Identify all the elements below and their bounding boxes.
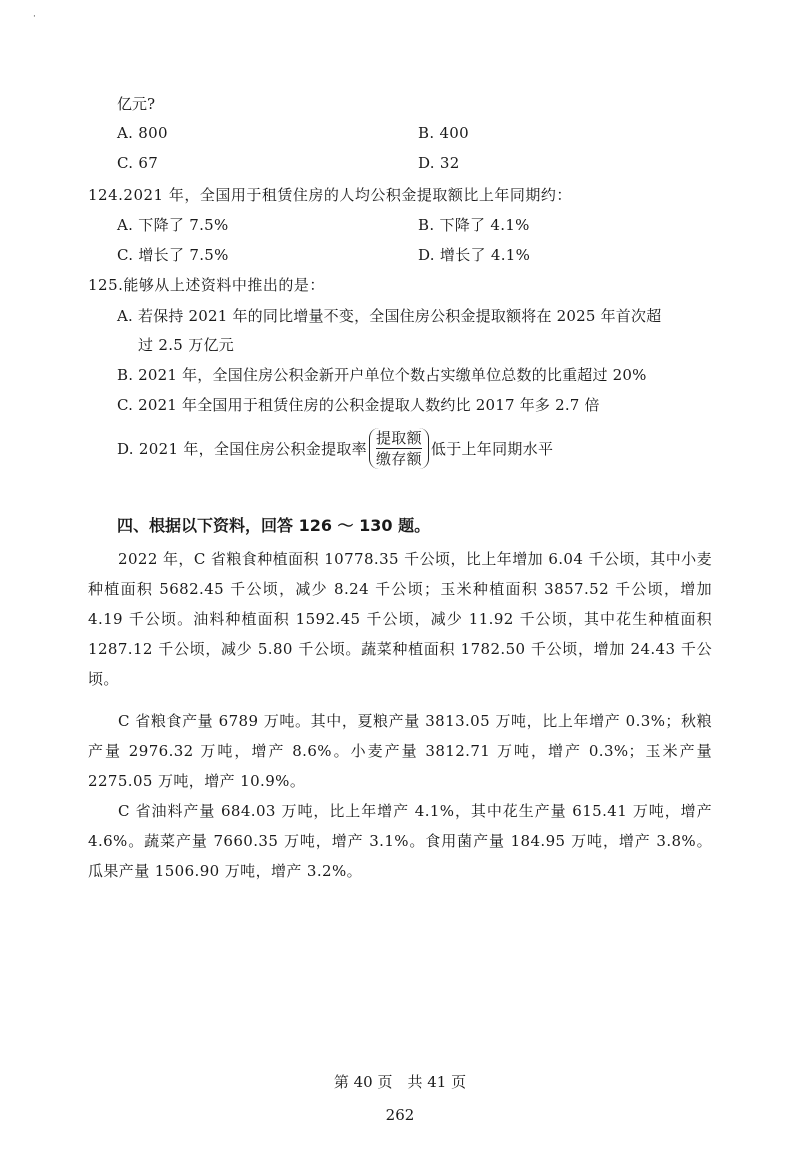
q125-option-d (117, 428, 553, 469)
q125-option-a-line1: A. 若保持 2021 年的同比增量不变，全国住房公积金提取额将在 2025 年首次超 (117, 307, 662, 325)
page-number: 262 (385, 1106, 415, 1124)
extraction-rate-fraction (369, 428, 429, 469)
q125-option-d-prefix: D. 2021 年，全国住房公积金提取率 (117, 440, 367, 458)
q125-option-c: C. 2021 年全国用于租赁住房的公积金提取人数约比 2017 年多 2.7 倍 (117, 396, 600, 414)
q123-option-b: B. 400 (418, 124, 469, 142)
q123-option-a: A. 800 (117, 124, 168, 142)
q125-option-d-suffix: 低于上年同期水平 (430, 440, 554, 458)
q123-option-d: D. 32 (418, 154, 460, 172)
section-title: 四、根据以下资料，回答 126 ～ 130 题。 (117, 516, 431, 535)
q124-stem: 124.2021 年，全国用于租赁住房的人均公积金提取额比上年同期约： (88, 186, 572, 204)
fraction-numerator: 提取额 (375, 429, 422, 447)
q123-stem-tail: 亿元? (117, 95, 156, 113)
q125-stem: 125.能够从上述资料中推出的是： (88, 276, 325, 294)
q123-option-c: C. 67 (117, 154, 159, 172)
q125-option-b: B. 2021 年，全国住房公积金新开户单位个数占实缴单位总数的比重超过 20% (117, 366, 647, 384)
paragraph-oil-vegetable-output: C 省油料产量 684.03 万吨，比上年增产 4.1%，其中花生产量 615.41 万吨，增产 4.6%。蔬菜产量 7660.35 万吨，增产 3.1%。食用菌产量 184.95 万吨，增产 3.8%。瓜果产量 1506.90 万吨，增产 3.2%。 (88, 802, 712, 880)
q124-option-a: A. 下降了 7.5% (117, 216, 229, 234)
paragraph-planting-area: 2022 年，C 省粮食种植面积 10778.35 千公顷，比上年增加 6.04 千公顷，其中小麦种植面积 5682.45 千公顷，减少 8.24 千公顷；玉米种植面积 3857.52 千公顷，增加 4.19 千公顷。油料种植面积 1592.45 千公顷，减少 11.92 千公顷，其中花生种植面积 1287.12 千公顷，减少 5.80 千公顷。蔬菜种植面积 1782.50 千公顷，增加 24.43 千公顷。 (88, 550, 712, 688)
q124-option-d: D. 增长了 4.1% (418, 246, 531, 264)
paragraph-grain-output: C 省粮食产量 6789 万吨。其中，夏粮产量 3813.05 万吨，比上年增产 0.3%；秋粮产量 2976.32 万吨，增产 8.6%。小麦产量 3812.71 万吨，增产 0.3%；玉米产量 2275.05 万吨，增产 10.9%。 (88, 712, 712, 790)
q124-option-b: B. 下降了 4.1% (418, 216, 530, 234)
page-indicator: 第 40 页 共 41 页 (333, 1073, 467, 1091)
q124-option-c: C. 增长了 7.5% (117, 246, 229, 264)
q125-option-a-line2: 过 2.5 万亿元 (138, 336, 235, 354)
fraction-denominator: 缴存额 (375, 450, 422, 468)
corner-mark: · (33, 12, 36, 22)
